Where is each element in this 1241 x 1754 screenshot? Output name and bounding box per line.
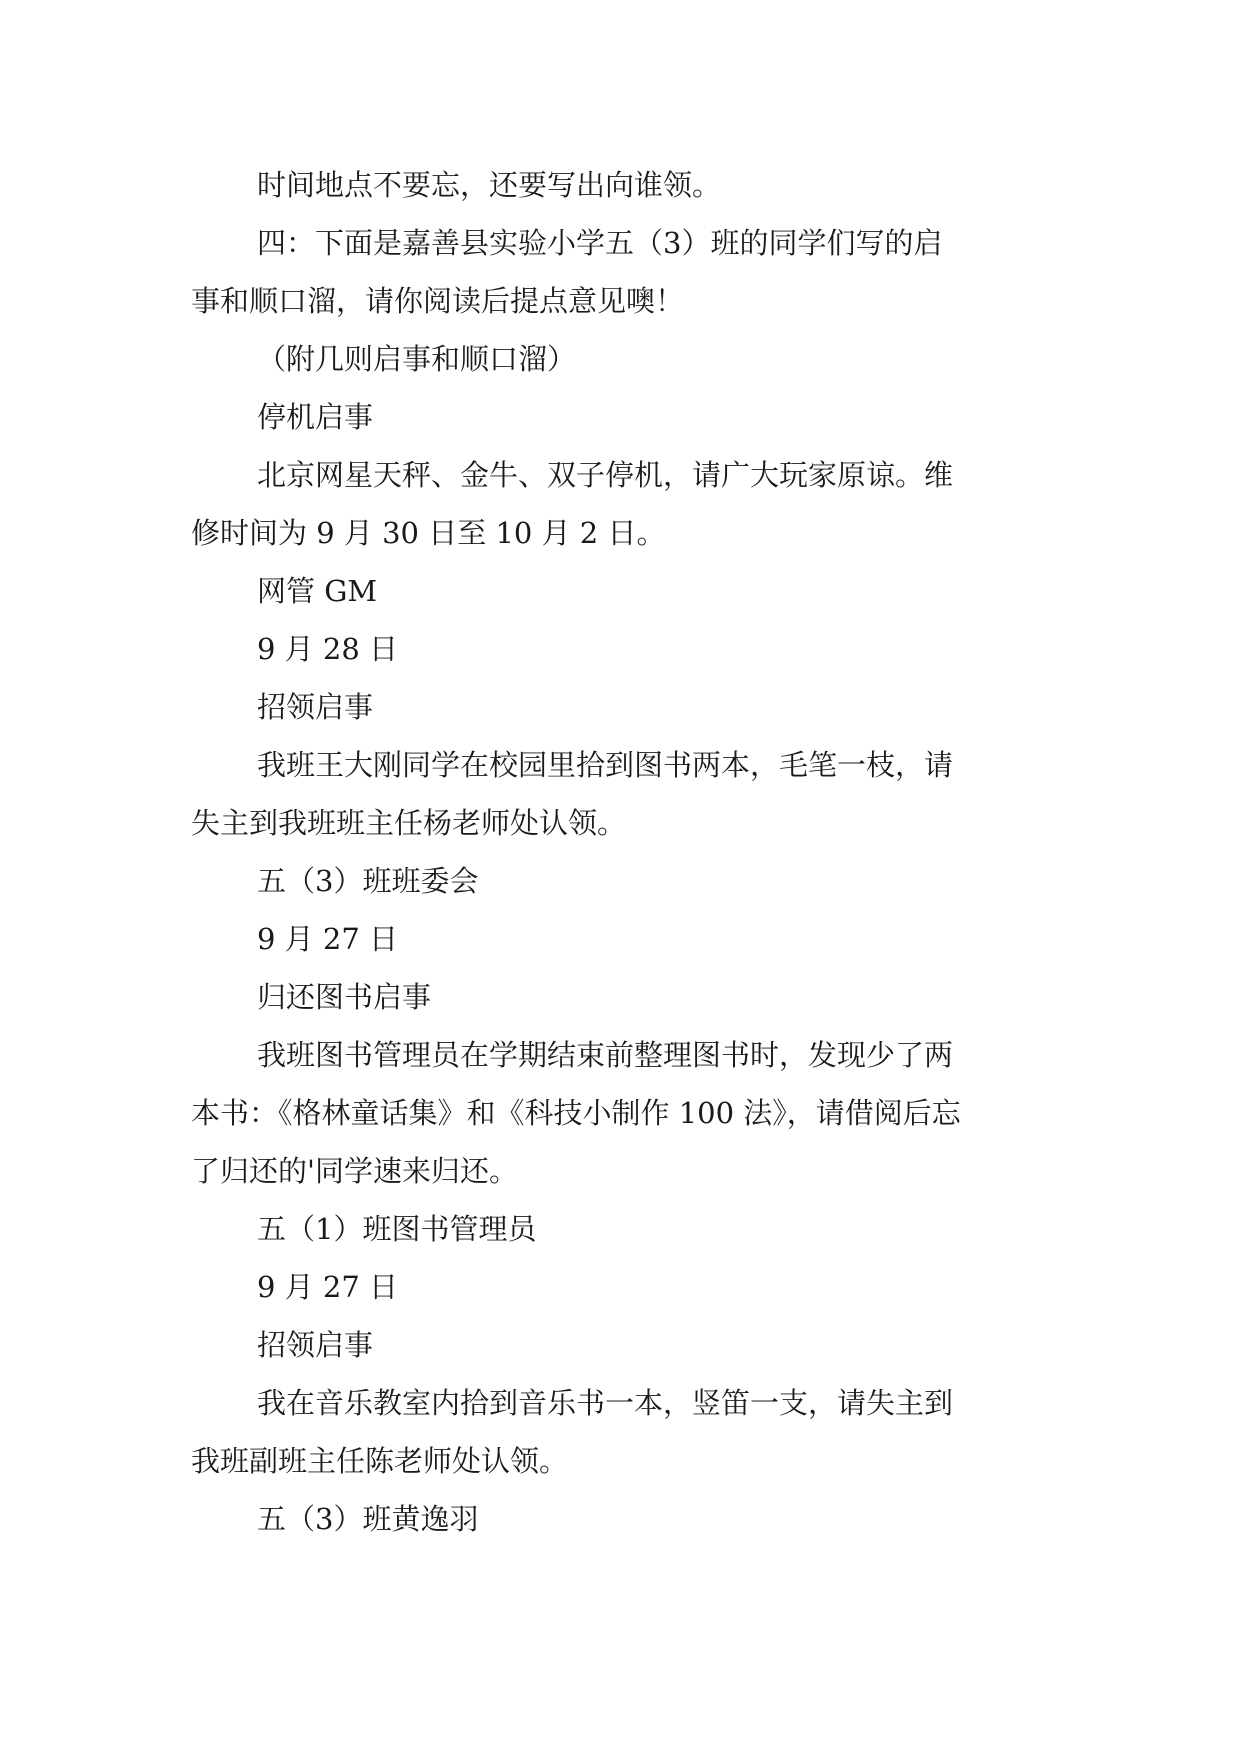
text-line: 五（3）班班委会 — [257, 864, 479, 898]
text-line: 修时间为 9 月 30 日至 10 月 2 日。 — [191, 516, 666, 550]
text-line: 归还图书启事 — [257, 980, 432, 1014]
text-line: 我在音乐教室内拾到音乐书一本，竖笛一支，请失主到 — [257, 1386, 954, 1420]
text-line: 北京网星天秤、金牛、双子停机，请广大玩家原谅。维 — [257, 458, 954, 492]
text-line: 时间地点不要忘，还要写出向谁领。 — [257, 168, 722, 202]
text-line: 了归还的'同学速来归还。 — [191, 1154, 518, 1188]
text-line: 五（3）班黄逸羽 — [257, 1502, 479, 1536]
text-line: 我班副班主任陈老师处认领。 — [191, 1444, 569, 1478]
text-line: 我班图书管理员在学期结束前整理图书时，发现少了两 — [257, 1038, 954, 1072]
text-line: 网管 GM — [257, 574, 378, 608]
text-line: 9 月 28 日 — [257, 632, 399, 666]
text-line: （附几则启事和顺口溜） — [257, 342, 577, 376]
text-line: 我班王大刚同学在校园里拾到图书两本，毛笔一枝，请 — [257, 748, 954, 782]
text-line: 招领启事 — [257, 1328, 374, 1362]
text-line: 本书：《格林童话集》和《科技小制作 100 法》，请借阅后忘 — [191, 1096, 961, 1130]
text-line: 五（1）班图书管理员 — [257, 1212, 537, 1246]
text-line: 四：下面是嘉善县实验小学五（3）班的同学们写的启 — [257, 226, 943, 260]
text-line: 9 月 27 日 — [257, 1270, 399, 1304]
text-line: 失主到我班班主任杨老师处认领。 — [191, 806, 627, 840]
text-line: 招领启事 — [257, 690, 374, 724]
text-line: 停机启事 — [257, 400, 374, 434]
text-line: 9 月 27 日 — [257, 922, 399, 956]
text-line: 事和顺口溜，请你阅读后提点意见噢！ — [191, 284, 685, 318]
